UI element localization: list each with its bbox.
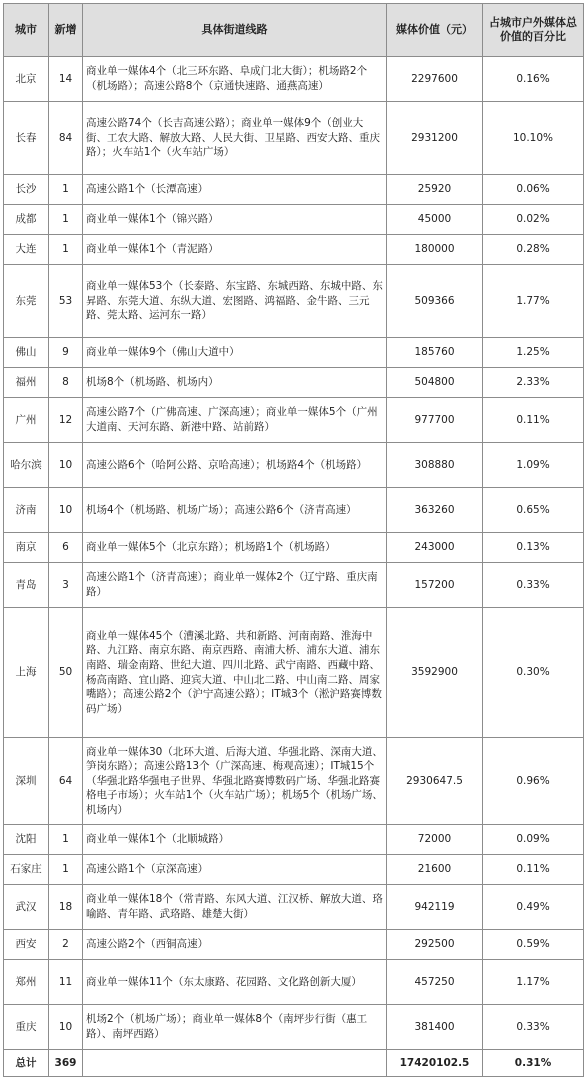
share-cell: 10.10% [483,102,584,175]
table-row [4,175,584,205]
value-cell: 363260 [387,488,483,533]
header-routes: 具体街道线路 [83,4,387,57]
routes-cell: 商业单一媒体4个（北三环东路、阜成门北大街）；机场路2个（机场路）；高速公路8个（京通快速路、通燕高速） [83,57,387,102]
city-cell: 沈阳 [4,825,49,855]
added-cell: 2 [49,930,83,960]
share-cell: 0.13% [483,533,584,563]
table-row [4,563,584,608]
share-cell: 1.09% [483,443,584,488]
table-body [4,57,584,1050]
added-cell: 1 [49,175,83,205]
city-cell: 重庆 [4,1005,49,1050]
routes-cell: 商业单一媒体30（北环大道、后海大道、华强北路、深南大道、笋岗东路）；高速公路13个（广深高速、梅观高速）；IT城15个（华强北路华强电子世界、华强北路赛博数码广场、华强北路赛格电子市场）；火车站1个（火车站广场）；机场5个（机场广场、机场内） [83,738,387,825]
city-cell: 深圳 [4,738,49,825]
table-header [4,4,584,57]
table-row [4,738,584,825]
city-cell: 广州 [4,398,49,443]
city-cell: 上海 [4,608,49,738]
city-cell: 佛山 [4,338,49,368]
header-row [4,4,584,57]
share-cell: 0.49% [483,885,584,930]
header-added: 新增 [49,4,83,57]
city-cell: 青岛 [4,563,49,608]
city-cell: 北京 [4,57,49,102]
value-cell: 25920 [387,175,483,205]
routes-cell: 机场8个（机场路、机场内） [83,368,387,398]
value-cell: 185760 [387,338,483,368]
table-row [4,338,584,368]
value-cell: 977700 [387,398,483,443]
total-row [4,1050,584,1077]
table-row [4,488,584,533]
city-cell: 石家庄 [4,855,49,885]
total-share: 0.31% [483,1050,584,1077]
city-cell: 成都 [4,205,49,235]
table-row [4,102,584,175]
share-cell: 0.30% [483,608,584,738]
routes-cell: 商业单一媒体9个（佛山大道中） [83,338,387,368]
header-city: 城市 [4,4,49,57]
table-row [4,265,584,338]
routes-cell: 商业单一媒体45个（漕溪北路、共和新路、河南南路、淮海中路、九江路、南京东路、南京西路、南浦大桥、浦东大道、浦东南路、瑞金南路、世纪大道、四川北路、武宁南路、西藏中路、杨高南路、宜山路、迎宾大道、中山北二路、中山南二路、周家嘴路）；高速公路2个（沪宁高速公路）；IT城3个（淞沪路赛博数码广场） [83,608,387,738]
routes-cell: 商业单一媒体5个（北京东路）；机场路1个（机场路） [83,533,387,563]
city-cell: 西安 [4,930,49,960]
added-cell: 11 [49,960,83,1005]
added-cell: 6 [49,533,83,563]
total-label: 总计 [4,1050,49,1077]
value-cell: 308880 [387,443,483,488]
media-value-table [3,3,584,1077]
added-cell: 10 [49,1005,83,1050]
value-cell: 157200 [387,563,483,608]
routes-cell: 机场4个（机场路、机场广场）；高速公路6个（济青高速） [83,488,387,533]
value-cell: 2297600 [387,57,483,102]
routes-cell: 商业单一媒体11个（东太康路、花园路、文化路创新大厦） [83,960,387,1005]
table-footer [4,1050,584,1077]
routes-cell: 高速公路2个（西铜高速） [83,930,387,960]
added-cell: 3 [49,563,83,608]
value-cell: 457250 [387,960,483,1005]
share-cell: 1.25% [483,338,584,368]
routes-cell: 商业单一媒体1个（青泥路） [83,235,387,265]
city-cell: 哈尔滨 [4,443,49,488]
total-routes [83,1050,387,1077]
table-row [4,885,584,930]
added-cell: 1 [49,825,83,855]
added-cell: 8 [49,368,83,398]
city-cell: 东莞 [4,265,49,338]
added-cell: 1 [49,855,83,885]
routes-cell: 高速公路1个（京深高速） [83,855,387,885]
share-cell: 1.17% [483,960,584,1005]
added-cell: 64 [49,738,83,825]
header-value: 媒体价值（元） [387,4,483,57]
routes-cell: 商业单一媒体53个（长泰路、东宝路、东城西路、东城中路、东昇路、东莞大道、东纵大道、宏图路、鸿福路、金牛路、三元路、莞太路、运河东一路） [83,265,387,338]
share-cell: 0.11% [483,855,584,885]
routes-cell: 高速公路1个（长潭高速） [83,175,387,205]
total-added: 369 [49,1050,83,1077]
city-cell: 福州 [4,368,49,398]
city-cell: 长春 [4,102,49,175]
added-cell: 10 [49,488,83,533]
value-cell: 504800 [387,368,483,398]
table-row [4,1005,584,1050]
routes-cell: 高速公路74个（长吉高速公路）；商业单一媒体9个（创业大街、工农大路、解放大路、人民大街、卫星路、西安大路、重庆路）；火车站1个（火车站广场） [83,102,387,175]
added-cell: 10 [49,443,83,488]
share-cell: 0.96% [483,738,584,825]
share-cell: 0.33% [483,1005,584,1050]
table-row [4,205,584,235]
routes-cell: 机场2个（机场广场）；商业单一媒体8个（南坪步行街（惠工路）、南坪西路） [83,1005,387,1050]
value-cell: 45000 [387,205,483,235]
share-cell: 0.33% [483,563,584,608]
table-row [4,57,584,102]
value-cell: 2930647.5 [387,738,483,825]
table-row [4,235,584,265]
share-cell: 0.59% [483,930,584,960]
share-cell: 0.28% [483,235,584,265]
table-row [4,368,584,398]
share-cell: 0.06% [483,175,584,205]
routes-cell: 高速公路7个（广佛高速、广深高速）；商业单一媒体5个（广州大道南、天河东路、新港中路、站前路） [83,398,387,443]
added-cell: 50 [49,608,83,738]
routes-cell: 商业单一媒体1个（锦兴路） [83,205,387,235]
share-cell: 0.65% [483,488,584,533]
value-cell: 381400 [387,1005,483,1050]
added-cell: 53 [49,265,83,338]
value-cell: 509366 [387,265,483,338]
table-row [4,825,584,855]
routes-cell: 商业单一媒体18个（常青路、东风大道、江汉桥、解放大道、珞喻路、青年路、武珞路、雄楚大街） [83,885,387,930]
table-row [4,960,584,1005]
city-cell: 武汉 [4,885,49,930]
added-cell: 18 [49,885,83,930]
value-cell: 21600 [387,855,483,885]
share-cell: 2.33% [483,368,584,398]
city-cell: 大连 [4,235,49,265]
share-cell: 0.02% [483,205,584,235]
added-cell: 9 [49,338,83,368]
added-cell: 14 [49,57,83,102]
total-value: 17420102.5 [387,1050,483,1077]
city-cell: 郑州 [4,960,49,1005]
value-cell: 942119 [387,885,483,930]
share-cell: 0.09% [483,825,584,855]
header-share: 占城市户外媒体总价值的百分比 [483,4,584,57]
routes-cell: 高速公路6个（哈阿公路、京哈高速）；机场路4个（机场路） [83,443,387,488]
table-row [4,855,584,885]
value-cell: 292500 [387,930,483,960]
share-cell: 0.11% [483,398,584,443]
routes-cell: 高速公路1个（济青高速）；商业单一媒体2个（辽宁路、重庆南路） [83,563,387,608]
table-row [4,608,584,738]
added-cell: 84 [49,102,83,175]
share-cell: 1.77% [483,265,584,338]
table-row [4,443,584,488]
value-cell: 2931200 [387,102,483,175]
city-cell: 长沙 [4,175,49,205]
routes-cell: 商业单一媒体1个（北顺城路） [83,825,387,855]
added-cell: 1 [49,205,83,235]
added-cell: 1 [49,235,83,265]
city-cell: 南京 [4,533,49,563]
value-cell: 180000 [387,235,483,265]
share-cell: 0.16% [483,57,584,102]
value-cell: 72000 [387,825,483,855]
table-row [4,533,584,563]
table-row [4,930,584,960]
added-cell: 12 [49,398,83,443]
table-row [4,398,584,443]
value-cell: 3592900 [387,608,483,738]
city-cell: 济南 [4,488,49,533]
value-cell: 243000 [387,533,483,563]
